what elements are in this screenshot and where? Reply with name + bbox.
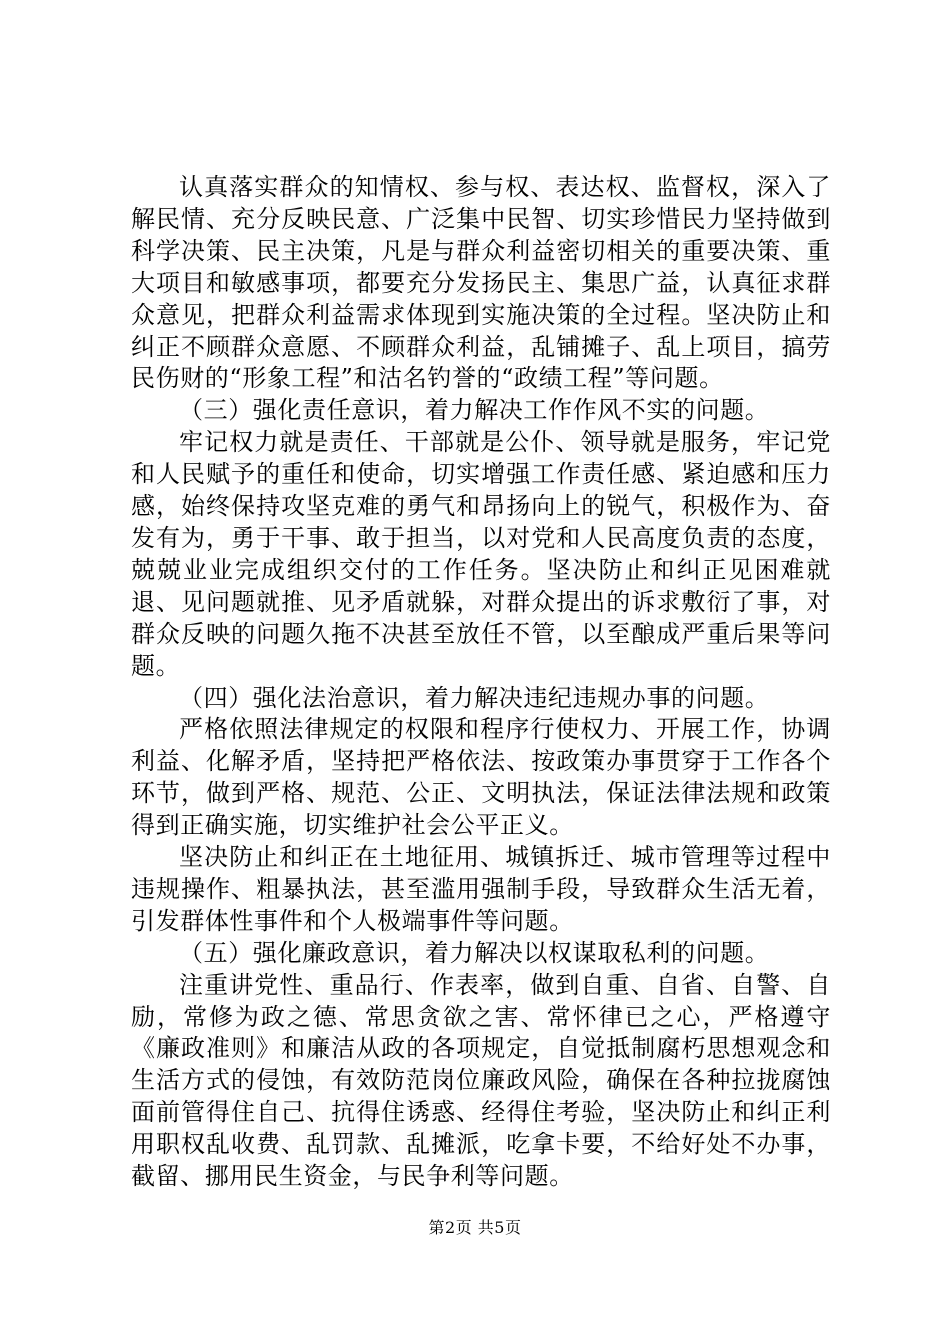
heading-responsibility: （三）强化责任意识，着力解决工作作风不实的问题。 — [179, 396, 770, 425]
paragraph-rule-of-law: 严格依照法律规定的权限和程序行使权力、开展工作，协调利益、化解矛盾，坚持把严格依法、按政策办事贯穿于工作各个环节，做到严格、规范、公正、文明执法，保证法律法规和政策得到正确实施，切实维护社会公平正义。 — [131, 715, 831, 840]
page-number-footer: 第2页 共5页 — [428, 1218, 522, 1237]
heading-rule-of-law: （四）强化法治意识，着力解决违纪违规办事的问题。 — [179, 683, 770, 712]
heading-integrity: （五）强化廉政意识，着力解决以权谋取私利的问题。 — [179, 938, 770, 967]
document-body — [131, 172, 831, 1193]
paragraph-integrity: 注重讲党性、重品行、作表率，做到自重、自省、自警、自励，常修为政之德、常思贪欲之害、常怀律已之心，严格遵守《廉政准则》和廉洁从政的各项规定，自觉抵制腐朽思想观念和生活方式的侵蚀，有效防范岗位廉政风险，确保在各种拉拢腐蚀面前管得住自己、抗得住诱惑、经得住考验，坚决防止和纠正利用职权乱收费、乱罚款、乱摊派，吃拿卡要，不给好处不办事，截留、挪用民生资金，与民争利等问题。 — [131, 970, 831, 1191]
paragraph-enforcement: 坚决防止和纠正在土地征用、城镇拆迁、城市管理等过程中违规操作、粗暴执法，甚至滥用强制手段，导致群众生活无着，引发群体性事件和个人极端事件等问题。 — [131, 843, 831, 935]
paragraph-responsibility: 牢记权力就是责任、干部就是公仆、领导就是服务，牢记党和人民赋予的重任和使命，切实增强工作责任感、紧迫感和压力感，始终保持攻坚克难的勇气和昂扬向上的锐气，积极作为、奋发有为，勇于干事、敢于担当，以对党和人民高度负责的态度，兢兢业业完成组织交付的工作任务。坚决防止和纠正见困难就退、见问题就推、见矛盾就躲，对群众提出的诉求敷衍了事，对群众反映的问题久拖不决甚至放任不管，以至酿成严重后果等问题。 — [131, 428, 831, 680]
paragraph-decision-making: 认真落实群众的知情权、参与权、表达权、监督权，深入了解民情、充分反映民意、广泛集中民智、切实珍惜民力坚持做到科学决策、民主决策，凡是与群众利益密切相关的重要决策、重大项目和敏感事项，都要充分发扬民主、集思广益，认真征求群众意见，把群众利益需求体现到实施决策的全过程。坚决防止和纠正不顾群众意愿、不顾群众利益，乱铺摊子、乱上项目，搞劳民伤财的“形象工程”和沽名钓誉的“政绩工程”等问题。 — [131, 173, 831, 393]
